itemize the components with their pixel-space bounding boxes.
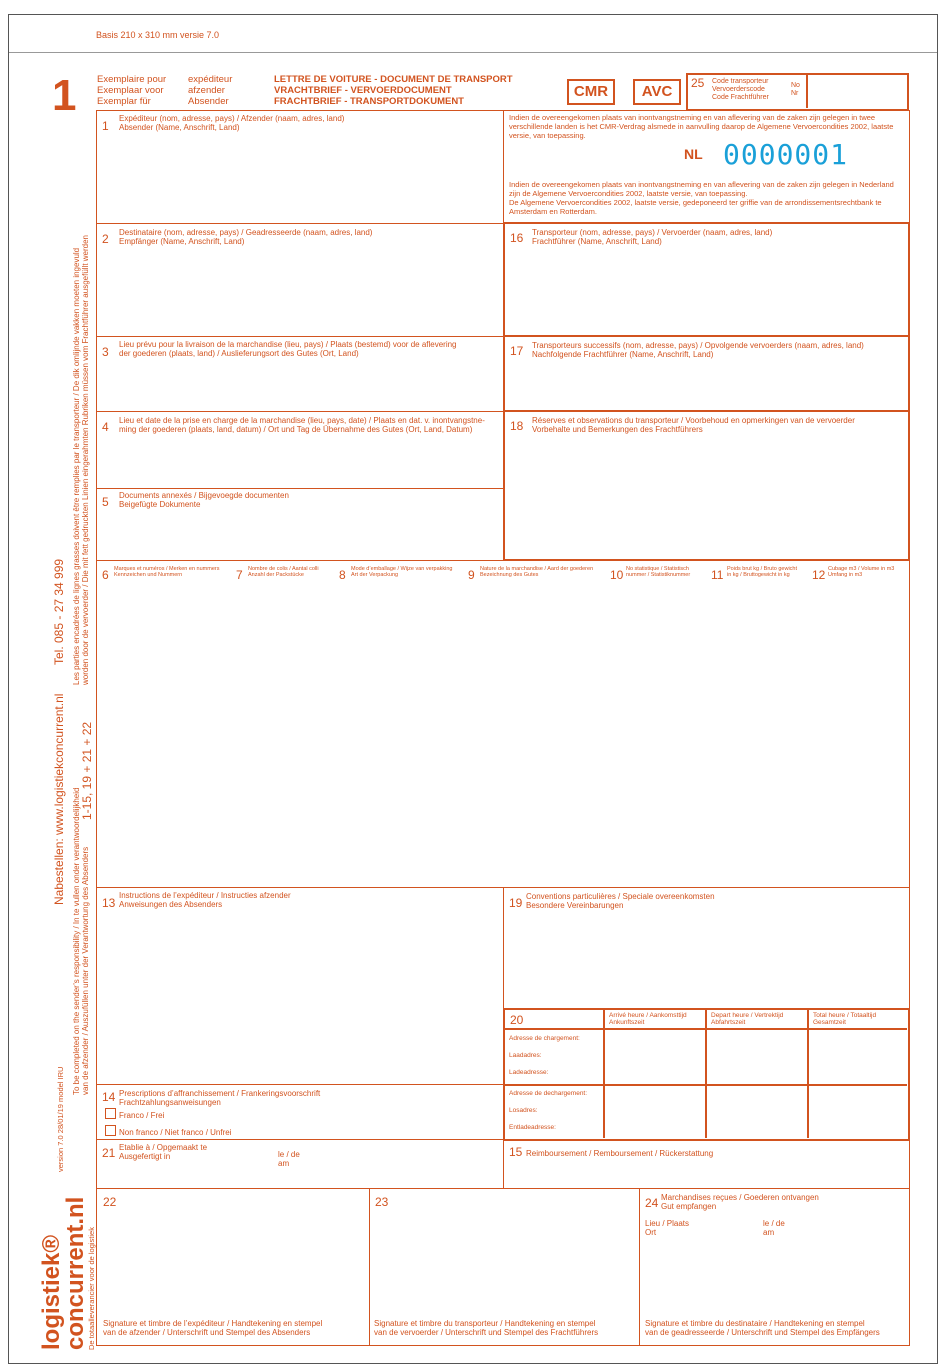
box-3-delivery-place[interactable]: 3 Lieu prévu pour la livraison de la marchandise (lieu, pays) / Plaats (bestemd) voor de aflevering der goederen (plaats, land) / Auslieferungsort des Gutes (Ort, Land) xyxy=(96,336,504,412)
box-21-established-at[interactable]: 21 Etablie à / Opgemaakt te Ausgefertigt in le / de am xyxy=(96,1139,504,1189)
box-25-no: No Nr xyxy=(791,82,800,97)
brand-logo: logistiek® concurrent.nl xyxy=(38,1196,89,1350)
box-22-sender-signature[interactable]: 22 Signature et timbre de l’expéditeur / Handtekening en stempel van de afzender / Unterschrift und Stempel des Absenders xyxy=(96,1188,370,1346)
box-15-reimbursement[interactable]: 15 Reimboursement / Remboursement / Rückerstattung xyxy=(503,1139,910,1189)
box-4-pickup-place-date[interactable]: 4 Lieu et date de la prise en charge de la marchandise (lieu, pays, date) / Plaats en dat. v. inontvangstne- ming der goederen (plaats, land, datum) / Ort und Tag de Übernahme des Gutes (Ort, Land, Datum) xyxy=(96,411,504,489)
total-time-header: Total heure / Totaaltijd Gesamtzeit xyxy=(813,1012,877,1026)
unloading-address-nl: Losadres: xyxy=(509,1107,538,1114)
box-5-documents[interactable]: 5 Documents annexés / Bijgevoegde documenten Beigefügte Dokumente xyxy=(96,488,504,561)
brand-tagline: De totaalleverancier voor de logistiek xyxy=(87,1227,96,1350)
sender-responsibility-notice: To be completed on the sender’s responsibility / In te vullen onder verantwoordelijkheid van de afzender / Auszufüllen unter der Verantwortung des Absenders xyxy=(72,787,90,1095)
departure-time-header: Depart heure / Vertrektijd Abfahrtszeit xyxy=(711,1012,784,1026)
box-14-payment-instructions[interactable]: 14 Prescriptions d’affranchissement / Frankeringsvoorschrift Frachtzahlungsanweisungen Franco / Frei Non franco / Niet franco / Unfrei xyxy=(96,1084,504,1140)
box-24-place-label: Lieu / Plaats Ort xyxy=(645,1219,690,1237)
box-21-date-label: le / de am xyxy=(278,1150,300,1168)
box-20-time-table[interactable]: 20 Arrivé heure / Aankomsttijd Ankunftszeit Depart heure / Vertrektijd Abfahrtszeit Total heure / Totaaltijd Gesamtzeit Adresse de chargement: Laadadres: Ladeadresse: Adresse de dechargement: Losadres: Entladeadresse: xyxy=(503,1008,910,1141)
loading-address-nl: Laadadres: xyxy=(509,1052,542,1059)
top-divider xyxy=(9,52,937,53)
franco-option[interactable]: Franco / Frei xyxy=(105,1108,164,1120)
arrival-time-header: Arrivé heure / Aankomsttijd Ankunftszeit xyxy=(609,1012,687,1026)
basis-text: Basis 210 x 310 mm versie 7.0 xyxy=(96,30,220,40)
country-code: NL xyxy=(684,146,703,162)
franco-checkbox[interactable] xyxy=(105,1108,116,1119)
loading-address-fr: Adresse de chargement: xyxy=(509,1035,580,1042)
avc-badge: AVC xyxy=(633,79,681,105)
box-16-carrier[interactable]: 16 Transporteur (nom, adresse, pays) / Vervoerder (naam, adres, land) Frachtführer (Name, Anschrift, Land) xyxy=(510,228,773,246)
box-1-sender[interactable]: 1 Expéditeur (nom, adresse, pays) / Afzender (naam, adres, land) Absender (Name, Anschrift, Land) xyxy=(96,110,504,224)
copy-number: 1 xyxy=(52,71,77,120)
legal-text-1: Indien de overeengekomen plaats van inontvangstneming en van aflevering van de zaken zijn gelegen in twee verschillende landen is het CMR-Verdrag alsmede in aanvulling daarop de Algemene Vervoercondities 2002, laatste versie, van toepassing. xyxy=(509,113,894,140)
cmr-badge: CMR xyxy=(567,79,615,105)
box-17-successive-carriers[interactable]: 17 Transporteurs successifs (nom, adresse, pays) / Opvolgende vervoerders (naam, adres, land) Nachfolgende Frachtführer (Name, Anschrift, Land) xyxy=(510,341,864,359)
goods-section[interactable] xyxy=(96,560,910,888)
order-website: Nabestellen: www.logistiekconcurrent.nl xyxy=(52,693,66,905)
box-25-label: Code transporteur Vervoerderscode Code Frachtführer xyxy=(712,78,769,101)
unloading-address-de: Entladeadresse: xyxy=(509,1124,556,1131)
order-phone: Tel. 085 - 27 34 999 xyxy=(52,558,66,665)
version-note: version 7.0 28/01/19 model IRU xyxy=(56,1066,65,1172)
unloading-address-fr: Adresse de dechargement: xyxy=(509,1090,588,1097)
box-24-goods-received[interactable]: 24 Marchandises reçues / Goederen ontvangen Gut empfangen Lieu / Plaats Ort le / de am Signature et timbre du destinataire / Handtekening en stempel van de geadresseerde / Unterschrift und Stempel des Empfängers xyxy=(639,1188,910,1346)
loading-address-de: Ladeadresse: xyxy=(509,1069,549,1076)
sender-fields: 1-15, 19 + 21 + 22 xyxy=(80,721,94,820)
carrier-notice: Les parties encadrées de lignes grasses doivent être remplies par le transporteur / De dik omlijnde vakken moeten ingevuld worden door de vervoerder / Die mit fett gedruckten Linien eingerahmten Rubriken müssen vom Frachtführer ausgefüllt werden xyxy=(72,234,90,685)
legal-text-3: De Algemene Vervoercondities 2002, laatste versie, gedeponeerd ter griffie van de arrondissementsrechtbank te Amsterdam en Rotterdam. xyxy=(509,198,882,216)
box-13-sender-instructions[interactable]: 13 Instructions de l’expéditeur / Instructies afzender Anweisungen des Absenders xyxy=(96,887,504,1085)
box-24-date-label: le / de am xyxy=(763,1219,785,1237)
document-title: LETTRE DE VOITURE - DOCUMENT DE TRANSPORT VRACHTBRIEF - VERVOERDOCUMENT FRACHTBRIEF - TRANSPORTDOKUMENT xyxy=(274,74,513,107)
box-25-divider xyxy=(806,75,808,108)
box-25-carrier-code[interactable]: 25 Code transporteur Vervoerderscode Code Frachtführer No Nr xyxy=(686,73,909,111)
box-19-special-agreements[interactable]: 19 Conventions particulières / Speciale overeenkomsten Besondere Vereinbarungen xyxy=(503,887,910,1009)
legal-text-2: Indien de overeengekomen plaats van inontvangstneming en van aflevering van de zaken zijn gelegen in Nederland zijn de Algemene Vervoercondities 2002, laatste versie, van toepassing. xyxy=(509,180,894,198)
box-18-carrier-reservations[interactable]: 18 Réserves et observations du transporteur / Voorbehoud en opmerkingen van de vervoerder Vorbehalte und Bemerkungen des Frachtführers xyxy=(510,416,855,434)
serial-number: 0000001 xyxy=(723,138,849,171)
copy-for-labels: Exemplaire pour Exemplaar voor Exemplar für xyxy=(97,74,167,107)
copy-recipient: expéditeur afzender Absender xyxy=(188,74,233,107)
box-2-consignee[interactable]: 2 Destinataire (nom, adresse, pays) / Geadresseerde (naam, adres, land) Empfänger (Name, Anschrift, Land) xyxy=(96,223,504,337)
box-23-carrier-signature[interactable]: 23 Signature et timbre du transporteur / Handtekening en stempel van de vervoerder / Unterschrift und Stempel des Frachtführers xyxy=(369,1188,640,1346)
legal-conditions-box xyxy=(503,110,910,224)
non-franco-option[interactable]: Non franco / Niet franco / Unfrei xyxy=(105,1125,232,1137)
non-franco-checkbox[interactable] xyxy=(105,1125,116,1136)
